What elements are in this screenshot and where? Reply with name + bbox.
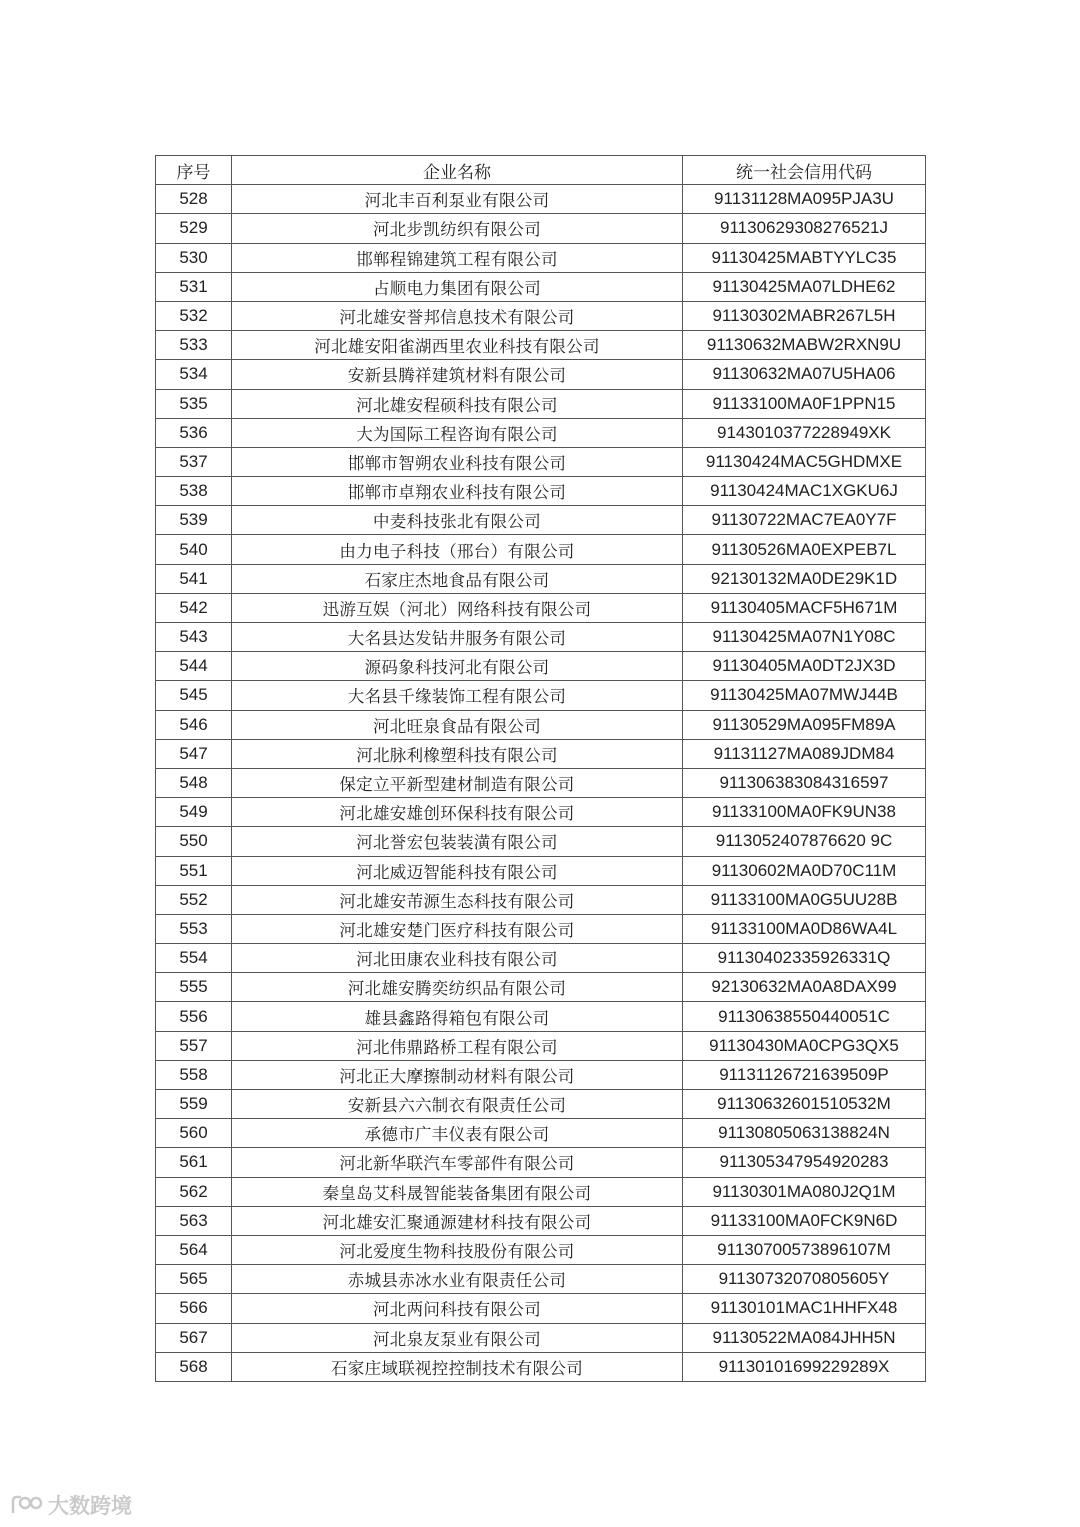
row-index: 557 — [156, 1031, 232, 1060]
row-index: 540 — [156, 535, 232, 564]
row-company-name: 河北雄安芾源生态科技有限公司 — [232, 885, 683, 914]
table-row — [156, 1206, 926, 1235]
row-credit-code: 91130732070805605Y — [683, 1265, 926, 1294]
table-row — [156, 681, 926, 710]
row-company-name: 源码象科技河北有限公司 — [232, 652, 683, 681]
table-row — [156, 1148, 926, 1177]
row-index: 551 — [156, 856, 232, 885]
table-row — [156, 798, 926, 827]
row-credit-code: 91130602MA0D70C11M — [683, 856, 926, 885]
table-row — [156, 564, 926, 593]
watermark — [10, 1490, 132, 1520]
table-row — [156, 1060, 926, 1089]
row-company-name: 邯郸市卓翔农业科技有限公司 — [232, 477, 683, 506]
row-credit-code: 91130405MA0DT2JX3D — [683, 652, 926, 681]
row-index: 538 — [156, 477, 232, 506]
row-company-name: 河北两问科技有限公司 — [232, 1294, 683, 1323]
table-row — [156, 214, 926, 243]
header-index: 序号 — [156, 156, 232, 185]
row-index: 566 — [156, 1294, 232, 1323]
row-company-name: 河北丰百利泵业有限公司 — [232, 185, 683, 214]
row-credit-code: 92130132MA0DE29K1D — [683, 564, 926, 593]
row-company-name: 邯郸市智朔农业科技有限公司 — [232, 447, 683, 476]
row-company-name: 河北泉友泵业有限公司 — [232, 1323, 683, 1352]
table-row — [156, 360, 926, 389]
brand-logo-icon — [10, 1493, 44, 1517]
row-company-name: 河北威迈智能科技有限公司 — [232, 856, 683, 885]
row-credit-code: 91130101699229289X — [683, 1352, 926, 1381]
row-company-name: 河北雄安腾奕纺织品有限公司 — [232, 973, 683, 1002]
row-credit-code: 91130402335926331Q — [683, 944, 926, 973]
row-index: 531 — [156, 272, 232, 301]
row-credit-code: 91131126721639509P — [683, 1060, 926, 1089]
row-credit-code: 91130522MA084JHH5N — [683, 1323, 926, 1352]
row-index: 532 — [156, 301, 232, 330]
table-row — [156, 506, 926, 535]
row-index: 546 — [156, 710, 232, 739]
row-credit-code: 91130632MA07U5HA06 — [683, 360, 926, 389]
row-credit-code: 91130526MA0EXPEB7L — [683, 535, 926, 564]
row-credit-code: 91130638550440051C — [683, 1002, 926, 1031]
table-row — [156, 885, 926, 914]
row-company-name: 安新县腾祥建筑材料有限公司 — [232, 360, 683, 389]
header-credit-code: 统一社会信用代码 — [683, 156, 926, 185]
row-index: 554 — [156, 944, 232, 973]
table-row — [156, 418, 926, 447]
row-company-name: 雄县鑫路得箱包有限公司 — [232, 1002, 683, 1031]
row-credit-code: 911306383084316597 — [683, 768, 926, 797]
row-credit-code: 91130632601510532M — [683, 1090, 926, 1119]
row-company-name: 赤城县赤冰水业有限责任公司 — [232, 1265, 683, 1294]
row-company-name: 河北爱度生物科技股份有限公司 — [232, 1235, 683, 1264]
table-row — [156, 914, 926, 943]
row-company-name: 河北正大摩擦制动材料有限公司 — [232, 1060, 683, 1089]
row-company-name: 迅游互娱（河北）网络科技有限公司 — [232, 593, 683, 622]
row-index: 548 — [156, 768, 232, 797]
row-company-name: 由力电子科技（邢台）有限公司 — [232, 535, 683, 564]
row-company-name: 河北伟鼎路桥工程有限公司 — [232, 1031, 683, 1060]
row-company-name: 河北新华联汽车零部件有限公司 — [232, 1148, 683, 1177]
table-row — [156, 331, 926, 360]
row-index: 547 — [156, 739, 232, 768]
row-company-name: 河北雄安楚门医疗科技有限公司 — [232, 914, 683, 943]
row-credit-code: 91133100MA0FCK9N6D — [683, 1206, 926, 1235]
row-index: 537 — [156, 447, 232, 476]
table-body — [156, 185, 926, 1382]
row-company-name: 河北雄安程硕科技有限公司 — [232, 389, 683, 418]
row-company-name: 大为国际工程咨询有限公司 — [232, 418, 683, 447]
row-credit-code: 91130529MA095FM89A — [683, 710, 926, 739]
table-row — [156, 1177, 926, 1206]
row-index: 543 — [156, 623, 232, 652]
row-index: 535 — [156, 389, 232, 418]
row-index: 552 — [156, 885, 232, 914]
row-company-name: 承德市广丰仪表有限公司 — [232, 1119, 683, 1148]
table-header-row — [156, 156, 926, 185]
row-credit-code: 9143010377228949XK — [683, 418, 926, 447]
row-credit-code: 911305347954920283 — [683, 1148, 926, 1177]
row-credit-code: 91131128MA095PJA3U — [683, 185, 926, 214]
table-row — [156, 652, 926, 681]
table-row — [156, 301, 926, 330]
table-row — [156, 973, 926, 1002]
row-index: 536 — [156, 418, 232, 447]
row-credit-code: 91130629308276521J — [683, 214, 926, 243]
row-index: 561 — [156, 1148, 232, 1177]
table-row — [156, 477, 926, 506]
row-company-name: 保定立平新型建材制造有限公司 — [232, 768, 683, 797]
row-company-name: 中麦科技张北有限公司 — [232, 506, 683, 535]
table-row — [156, 447, 926, 476]
row-company-name: 大名县达发钻井服务有限公司 — [232, 623, 683, 652]
row-index: 568 — [156, 1352, 232, 1381]
table-row — [156, 1090, 926, 1119]
row-index: 564 — [156, 1235, 232, 1264]
row-company-name: 秦皇岛艾科晟智能装备集团有限公司 — [232, 1177, 683, 1206]
table-row — [156, 768, 926, 797]
row-index: 530 — [156, 243, 232, 272]
table-row — [156, 827, 926, 856]
row-credit-code: 91133100MA0F1PPN15 — [683, 389, 926, 418]
row-index: 553 — [156, 914, 232, 943]
row-index: 529 — [156, 214, 232, 243]
table-row — [156, 1352, 926, 1381]
row-index: 567 — [156, 1323, 232, 1352]
row-company-name: 河北步凯纺织有限公司 — [232, 214, 683, 243]
row-credit-code: 91130700573896107M — [683, 1235, 926, 1264]
row-credit-code: 91130301MA080J2Q1M — [683, 1177, 926, 1206]
row-credit-code: 91133100MA0G5UU28B — [683, 885, 926, 914]
table-row — [156, 535, 926, 564]
table-row — [156, 623, 926, 652]
row-credit-code: 91130424MAC5GHDMXE — [683, 447, 926, 476]
table-row — [156, 243, 926, 272]
row-index: 550 — [156, 827, 232, 856]
row-company-name: 河北雄安汇聚通源建材科技有限公司 — [232, 1206, 683, 1235]
row-company-name: 河北雄安誉邦信息技术有限公司 — [232, 301, 683, 330]
row-company-name: 河北田康农业科技有限公司 — [232, 944, 683, 973]
row-index: 556 — [156, 1002, 232, 1031]
row-index: 565 — [156, 1265, 232, 1294]
table-row — [156, 185, 926, 214]
row-credit-code: 91130425MA07MWJ44B — [683, 681, 926, 710]
table-row — [156, 389, 926, 418]
table-row — [156, 1323, 926, 1352]
row-credit-code: 91130425MA07N1Y08C — [683, 623, 926, 652]
row-credit-code: 92130632MA0A8DAX99 — [683, 973, 926, 1002]
row-credit-code: 91130425MABTYYLC35 — [683, 243, 926, 272]
row-index: 560 — [156, 1119, 232, 1148]
table-row — [156, 739, 926, 768]
row-company-name: 河北脉利橡塑科技有限公司 — [232, 739, 683, 768]
row-credit-code: 91131127MA089JDM84 — [683, 739, 926, 768]
row-index: 544 — [156, 652, 232, 681]
row-credit-code: 91130425MA07LDHE62 — [683, 272, 926, 301]
row-credit-code: 91130405MACF5H671M — [683, 593, 926, 622]
row-index: 559 — [156, 1090, 232, 1119]
row-credit-code: 91130302MABR267L5H — [683, 301, 926, 330]
row-company-name: 石家庄杰地食品有限公司 — [232, 564, 683, 593]
row-credit-code: 91130101MAC1HHFX48 — [683, 1294, 926, 1323]
row-company-name: 河北雄安雄创环保科技有限公司 — [232, 798, 683, 827]
table-row — [156, 856, 926, 885]
row-company-name: 河北旺泉食品有限公司 — [232, 710, 683, 739]
row-index: 541 — [156, 564, 232, 593]
row-company-name: 占顺电力集团有限公司 — [232, 272, 683, 301]
row-index: 562 — [156, 1177, 232, 1206]
row-index: 558 — [156, 1060, 232, 1089]
table-row — [156, 1002, 926, 1031]
table-row — [156, 944, 926, 973]
table-row — [156, 272, 926, 301]
enterprise-table — [155, 155, 926, 1382]
table-row — [156, 1294, 926, 1323]
row-index: 542 — [156, 593, 232, 622]
row-index: 539 — [156, 506, 232, 535]
row-credit-code: 91130424MAC1XGKU6J — [683, 477, 926, 506]
row-credit-code: 91133100MA0FK9UN38 — [683, 798, 926, 827]
row-index: 534 — [156, 360, 232, 389]
table-row — [156, 1235, 926, 1264]
table-row — [156, 593, 926, 622]
table-row — [156, 1031, 926, 1060]
row-company-name: 河北誉宏包装装潢有限公司 — [232, 827, 683, 856]
row-index: 533 — [156, 331, 232, 360]
row-company-name: 河北雄安阳雀湖西里农业科技有限公司 — [232, 331, 683, 360]
row-index: 549 — [156, 798, 232, 827]
watermark-text: 大数跨境 — [48, 1494, 132, 1518]
row-credit-code: 9113052407876620 9C — [683, 827, 926, 856]
header-company-name: 企业名称 — [232, 156, 683, 185]
table-row — [156, 1119, 926, 1148]
row-company-name: 安新县六六制衣有限责任公司 — [232, 1090, 683, 1119]
row-credit-code: 91130632MABW2RXN9U — [683, 331, 926, 360]
row-credit-code: 91130430MA0CPG3QX5 — [683, 1031, 926, 1060]
row-index: 528 — [156, 185, 232, 214]
table-row — [156, 710, 926, 739]
row-index: 555 — [156, 973, 232, 1002]
row-company-name: 石家庄域联视控控制技术有限公司 — [232, 1352, 683, 1381]
table-row — [156, 1265, 926, 1294]
row-index: 545 — [156, 681, 232, 710]
row-credit-code: 91130805063138824N — [683, 1119, 926, 1148]
row-credit-code: 91130722MAC7EA0Y7F — [683, 506, 926, 535]
row-company-name: 大名县千缘装饰工程有限公司 — [232, 681, 683, 710]
row-company-name: 邯郸程锦建筑工程有限公司 — [232, 243, 683, 272]
row-credit-code: 91133100MA0D86WA4L — [683, 914, 926, 943]
row-index: 563 — [156, 1206, 232, 1235]
